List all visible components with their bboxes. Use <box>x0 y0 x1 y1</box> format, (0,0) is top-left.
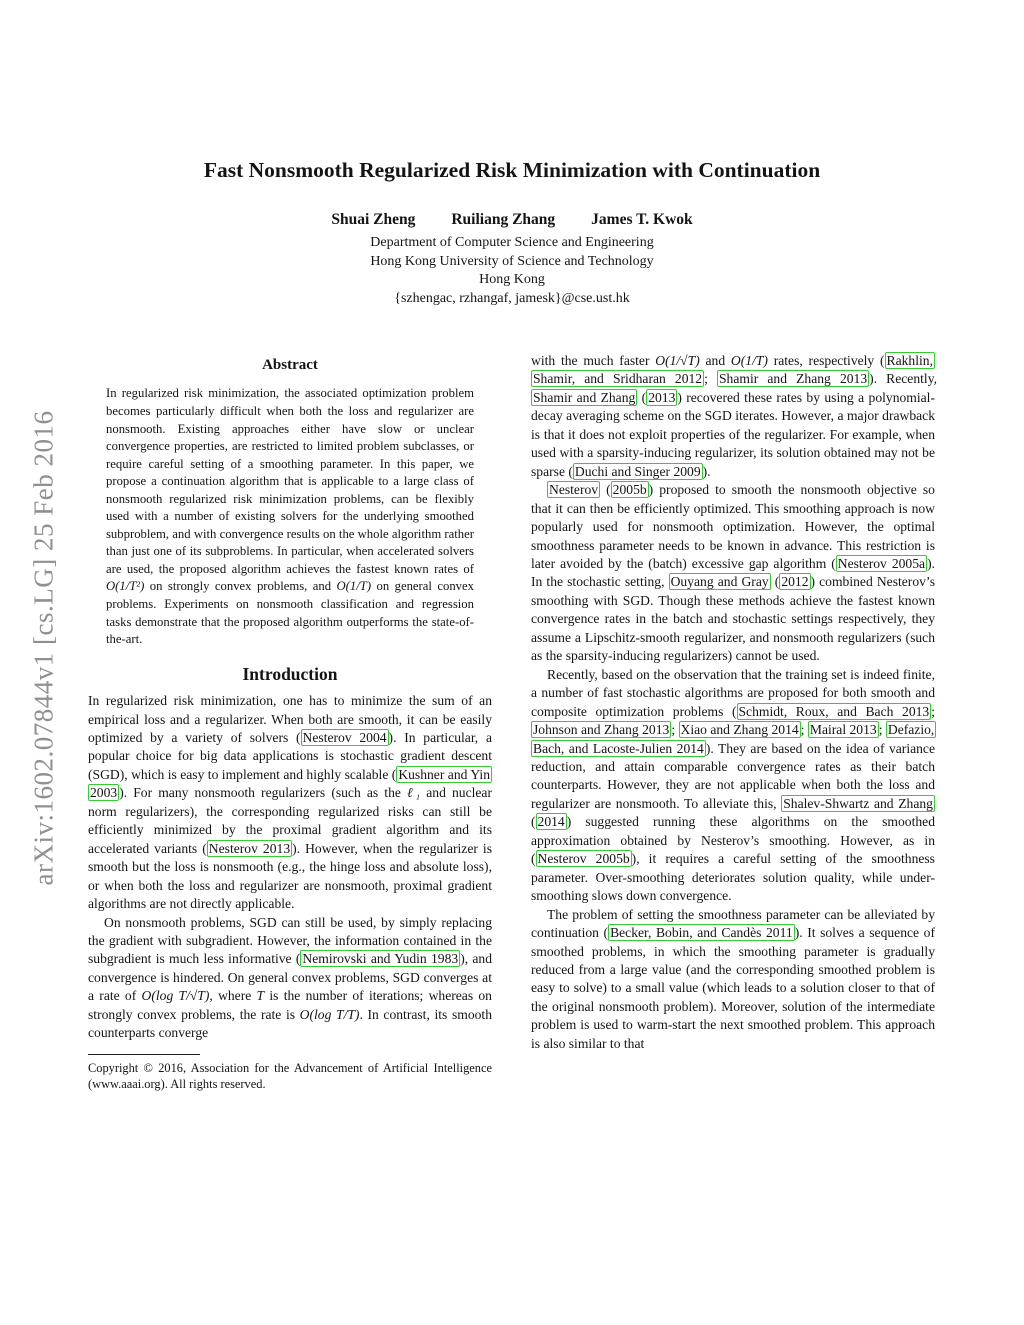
text-run: ( <box>600 482 611 498</box>
author-name: Ruiliang Zhang <box>451 211 556 228</box>
affiliation-university: Hong Kong University of Science and Technology <box>370 253 654 269</box>
text-run: on strongly convex problems, and <box>144 579 337 594</box>
inline-math: ℓ₁ <box>407 785 421 801</box>
citation-box: Johnson and Zhang 2013 <box>533 722 670 738</box>
citation-box: 2014 <box>537 814 565 830</box>
citation-box: Nemirovski and Yudin 1983 <box>302 951 459 967</box>
citation-box: 2012 <box>781 574 809 590</box>
citation-box: Mairal 2013 <box>809 722 877 738</box>
citation-box: Becker, Bobin, and Candès 2011 <box>610 925 793 941</box>
introduction-heading: Introduction <box>242 663 338 684</box>
author-name: Shuai Zheng <box>331 211 416 228</box>
paper-header <box>0 158 1024 308</box>
paragraph <box>531 352 938 481</box>
citation-box: Shamir and Zhang 2013 <box>719 371 868 387</box>
text-run: , where <box>209 988 257 1004</box>
text-run: and nuclear norm regularizers), the corresponding regularized risks can still be efficiently minimized by the proximal gradient algorithm and its accelerated variants ( <box>88 785 492 856</box>
text-run: on general convex problems. Experiments on nonsmooth classification and regression tasks demonstrate that the proposed algorithm outperforms the state-of-the-art. <box>106 579 474 647</box>
text-run: ; <box>671 722 679 738</box>
text-run: rates, respectively ( <box>767 353 885 368</box>
copyright-text <box>88 1060 492 1093</box>
author-emails: {szhengac, rzhangaf, jamesk}@cse.ust.hk <box>394 290 630 306</box>
text-run: ). It solves a sequence of smoothed problems, in which the smoothing parameter is gradually reduced from a large value (and the corresponding smoothed problem is easy to solve) to a small value (which leads to a solution closer to that of the original nonsmooth problem). Moreover, solution of the intermediate problem is used to warm-start the next smoothed problem. This approach is also similar to that <box>531 925 935 1051</box>
paragraph <box>88 1060 492 1093</box>
abstract-heading: Abstract <box>262 357 318 373</box>
text-run: ). In particular, a popular choice for big data applications is stochastic gradient descent (SGD), which is easy to implement and highly scalable ( <box>88 730 492 782</box>
inline-math: O(1/T) <box>730 353 768 368</box>
abstract-body <box>106 385 474 648</box>
text-run: ( <box>770 574 780 590</box>
text-run: ( <box>531 814 536 830</box>
inline-math: O(1/√T) <box>655 353 700 368</box>
citation-box: Ouyang and Gray <box>670 574 769 590</box>
text-run: ), and convergence is hindered. On general convex problems, SGD converges at a rate of <box>88 951 493 1004</box>
paragraph <box>531 906 935 1054</box>
text-run: In regularized risk minimization, the associated optimization problem becomes particularly difficult when both the loss and regularizer are nonsmooth. Existing approaches either have slow or unclear convergence properties, are restricted to limited problem subclasses, or require careful setting of a smoothing parameter. In this paper, we propose a continuation algorithm that is applicable to a large class of nonsmooth regularized risk minimization problems, can be flexibly used with a number of existing solvers for the underlying smoothed subproblem, and with convergence results on the whole algorithm rather than just one of its subproblems. In particular, when accelerated solvers are used, the proposed algorithm achieves the fastest known rates of <box>106 386 474 576</box>
inline-math: T <box>256 988 265 1004</box>
text-run: ( <box>637 389 647 405</box>
citation-box: Shalev-Shwartz and Zhang <box>783 795 933 811</box>
citation-box: 2005b <box>612 482 647 498</box>
citation-box: 2013 <box>648 389 676 405</box>
text-run: ; <box>931 703 935 719</box>
text-run: On nonsmooth problems, SGD can still be used, by simply replacing the gradient with subgradient. However, the information contained in the subgradient is much less informative ( <box>88 914 492 967</box>
text-run: ). They are based on the idea of variance reduction, and attain comparable convergence rates as their batch counterparts. However, they are not applicable when both the loss and regularizer are nonsmooth. To alleviate this, <box>531 740 935 811</box>
text-run: ) combined Nesterov’s smoothing with SGD. Though these methods achieve the fastest known convergence rates in the batch and stochastic settings respectively, they assume a Lipschitz-smooth regularizer, and nonsmooth regularizers (such as the sparsity-inducing regularizers) cannot be used. <box>531 574 935 664</box>
author-name: James T. Kwok <box>591 211 693 228</box>
affiliation-department: Department of Computer Science and Engineering <box>370 235 654 250</box>
footnote-rule <box>88 1054 200 1055</box>
citation-box: Rakhlin, Shamir, and Sridharan 2012 <box>533 353 933 387</box>
citation-box: Nesterov <box>549 482 599 498</box>
paragraph <box>531 481 935 666</box>
text-run: ). <box>702 463 711 479</box>
right-column <box>531 352 938 1053</box>
text-run: ). In the stochastic setting, <box>531 555 935 590</box>
text-run: ; <box>800 722 808 738</box>
inline-math: O(1/T²) <box>106 579 145 594</box>
text-run: . In contrast, its smooth counterparts converge <box>88 1006 492 1041</box>
text-run: ; <box>704 371 717 387</box>
inline-math: O(1/T) <box>336 579 372 594</box>
paragraph <box>106 385 474 648</box>
introduction-body <box>88 692 492 1043</box>
citation-box: Nesterov 2005b <box>537 851 630 867</box>
citation-box: Nesterov 2013 <box>208 840 291 856</box>
inline-math: O(log T/√T) <box>141 988 210 1004</box>
text-run: is the number of iterations; whereas on strongly convex problems, the rate is <box>88 988 492 1022</box>
citation-box: Defazio, Bach, and Lacoste-Julien 2014 <box>533 722 935 756</box>
citation-box: Duchi and Singer 2009 <box>574 463 701 479</box>
author-list <box>0 211 1024 229</box>
citation-box: Nesterov 2005a <box>837 555 926 571</box>
text-run: ) proposed to smooth the nonsmooth objective so that it can then be efficiently optimized. This smoothing approach is now popularly used for nonsmooth optimization. However, the optimal smoothness parameter needs to be known in advance. This restriction is later avoided by the (batch) excessive gap algorithm ( <box>531 482 935 571</box>
text-run: ). However, when the regularizer is smooth but the loss is nonsmooth (e.g., the hinge loss and absolute loss), or when both the loss and regularizer are nonsmooth, proximal gradient algorithms are not directly applicable. <box>88 840 492 912</box>
affiliation-location: Hong Kong <box>479 272 545 288</box>
text-run: In regularized risk minimization, one has to minimize the sum of an empirical loss and a regularizer. When both are smooth, it can be easily optimized by a variety of solvers ( <box>88 693 492 746</box>
text-run: ) recovered these rates by using a polynomial-decay averaging scheme on the SGD iterates. However, a major drawback is that it does not exploit properties of the regularizer. For example, when used with a sparsity-inducing regularizer, its solution obtained may not be sparse ( <box>531 389 935 479</box>
paragraph <box>88 692 492 913</box>
text-run: with the much faster <box>531 353 656 368</box>
paragraph <box>88 914 492 1043</box>
text-run: ) suggested running these algorithms on the smoothed approximation obtained by Nesterov’s smoothing. However, as in ( <box>531 814 935 867</box>
copyright-footnote <box>88 1054 492 1093</box>
text-run: Copyright © 2016, Association for the Advancement of Artificial Intelligence (www.aaai.org). All rights reserved. <box>88 1060 492 1092</box>
paragraph <box>531 666 935 906</box>
citation-box: Xiao and Zhang 2014 <box>680 722 799 738</box>
citation-box: Schmidt, Roux, and Bach 2013 <box>738 703 930 719</box>
paper-title: Fast Nonsmooth Regularized Risk Minimization with Continuation <box>203 158 821 182</box>
inline-math: O(log T/T) <box>299 1006 360 1022</box>
text-run: The problem of setting the smoothness parameter can be alleviated by continuation ( <box>531 906 935 941</box>
citation-box: Shamir and Zhang <box>533 389 636 405</box>
text-run: ). Recently, <box>869 371 938 387</box>
text-run: ; <box>878 722 886 738</box>
text-run: Recently, based on the observation that the training set is indeed finite, a number of fast stochastic algorithms are proposed for both smooth and composite optimization problems ( <box>531 666 935 719</box>
citation-box: Nesterov 2004 <box>302 730 387 746</box>
text-run: ). For many nonsmooth regularizers (such as the <box>119 785 408 801</box>
citation-box: Kushner and Yin 2003 <box>90 766 490 801</box>
left-column <box>88 356 492 1093</box>
text-run: ), it requires a careful setting of the smoothness parameter. Over-smoothing deteriorates solution quality, while under-smoothing slows down convergence. <box>531 851 935 904</box>
text-run: and <box>699 353 731 368</box>
arxiv-sidebar-banner: arXiv:1602.07844v1 [cs.LG] 25 Feb 2016 <box>28 410 59 886</box>
